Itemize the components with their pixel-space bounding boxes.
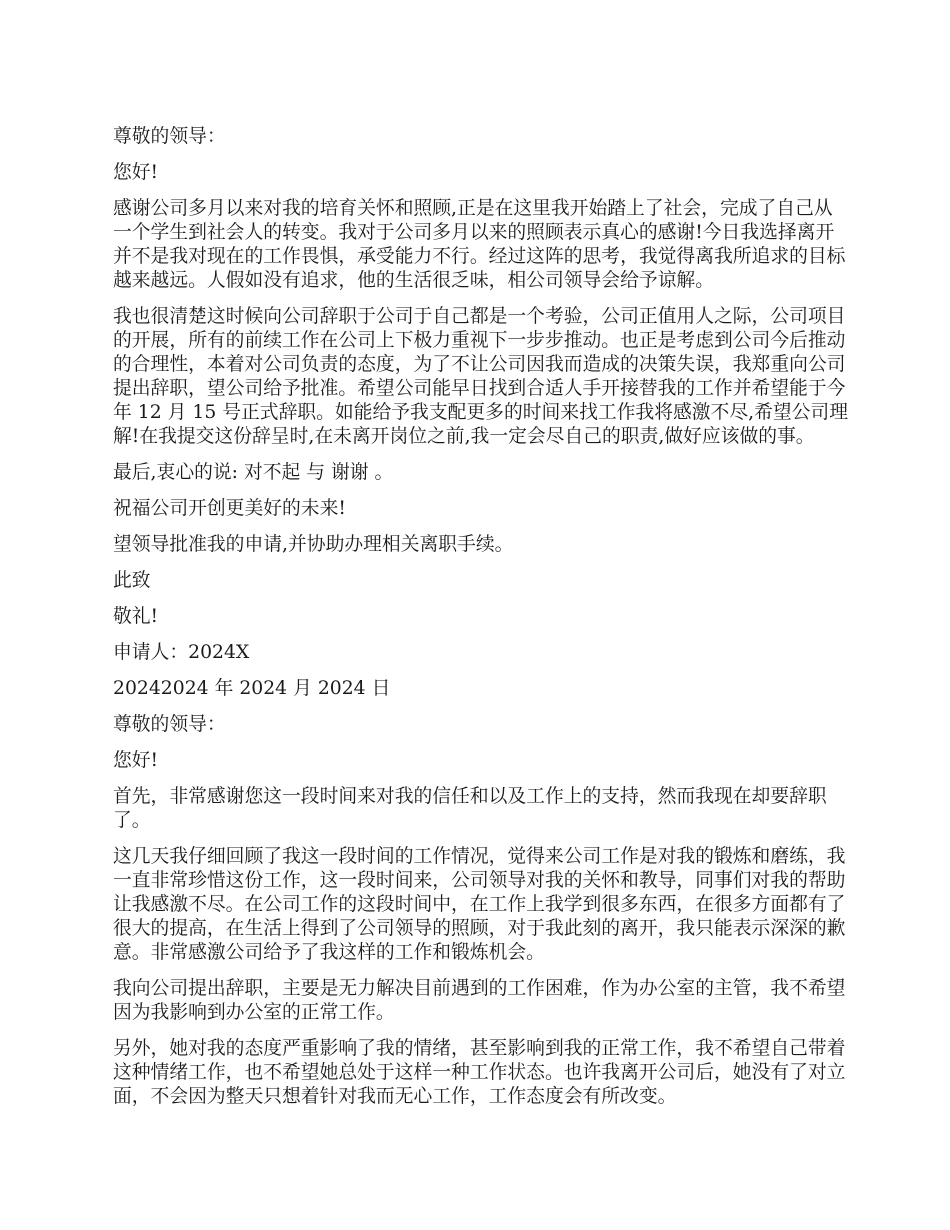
paragraph <box>113 197 853 293</box>
text-line: 一直非常珍惜这份工作，这一段时间来，公司领导对我的关怀和教导，同事们对我的帮助 <box>113 870 846 891</box>
paragraph <box>113 125 853 149</box>
text-line: 最后,衷心的说: 对不起 与 谢谢 。 <box>113 462 394 483</box>
paragraph <box>113 533 853 557</box>
text-line: 这种情绪工作，也不希望她总处于这样一种工作状态。也许我离开公司后，她没有了对立 <box>113 1062 846 1083</box>
text-line: 望领导批准我的申请,并协助办理相关离职手续。 <box>113 534 514 555</box>
text-line: 祝福公司开创更美好的未来! <box>113 498 346 519</box>
text-line: 并不是我对现在的工作畏惧，承受能力不行。经过这阵的思考，我觉得离我所追求的目标 <box>113 246 846 267</box>
paragraph <box>113 569 853 593</box>
text-line: 因为我影响到办公室的正常工作。 <box>113 1002 395 1023</box>
text-line: 20242024 年 2024 月 2024 日 <box>113 678 391 699</box>
paragraph <box>113 977 853 1025</box>
text-line: 解!在我提交这份辞呈时,在未离开岗位之前,我一定会尽自己的职责,做好应该做的事。 <box>113 426 815 447</box>
text-line: 我也很清楚这时候向公司辞职于公司于自己都是一个考验，公司正值用人之际，公司项目 <box>113 306 846 327</box>
text-line: 提出辞职，望公司给予批准。希望公司能早日找到合适人手开接替我的工作并希望能于今 <box>113 378 846 399</box>
text-line: 我向公司提出辞职，主要是无力解决目前遇到的工作困难，作为办公室的主管，我不希望 <box>113 978 846 999</box>
text-line: 申请人：2024X <box>113 642 250 663</box>
text-line: 这几天我仔细回顾了我这一段时间的工作情况，觉得来公司工作是对我的锻炼和磨练，我 <box>113 846 846 867</box>
text-line: 您好! <box>113 162 159 183</box>
paragraph <box>113 749 853 773</box>
paragraph <box>113 305 853 449</box>
paragraph <box>113 461 853 485</box>
text-line: 意。非常感激公司给予了我这样的工作和锻炼机会。 <box>113 942 545 963</box>
paragraph <box>113 641 853 665</box>
text-line: 的合理性，本着对公司负责的态度，为了不让公司因我而造成的决策失误，我郑重向公司 <box>113 354 846 375</box>
paragraph <box>113 1037 853 1109</box>
paragraph <box>113 497 853 521</box>
text-line: 了。 <box>113 810 151 831</box>
text-line: 很大的提高，在生活上得到了公司领导的照顾，对于我此刻的离开，我只能表示深深的歉 <box>113 918 846 939</box>
text-line: 感谢公司多月以来对我的培育关怀和照顾,正是在这里我开始踏上了社会，完成了自己从 <box>113 198 833 219</box>
paragraph <box>113 605 853 629</box>
text-line: 您好! <box>113 750 159 771</box>
text-line: 此致 <box>113 570 151 591</box>
text-line: 一个学生到社会人的转变。我对于公司多月以来的照顾表示真心的感谢!今日我选择离开 <box>113 222 835 243</box>
text-line: 的开展，所有的前续工作在公司上下极力重视下一步步推动。也正是考虑到公司今后推动 <box>113 330 846 351</box>
paragraph <box>113 845 853 965</box>
text-line: 尊敬的领导： <box>113 714 226 735</box>
paragraph <box>113 785 853 833</box>
document-body <box>113 125 853 1121</box>
text-line: 首先，非常感谢您这一段时间来对我的信任和以及工作上的支持，然而我现在却要辞职 <box>113 786 827 807</box>
text-line: 面，不会因为整天只想着针对我而无心工作，工作态度会有所改变。 <box>113 1086 677 1107</box>
text-line: 让我感激不尽。在公司工作的这段时间中，在工作上我学到很多东西，在很多方面都有了 <box>113 894 846 915</box>
paragraph <box>113 161 853 185</box>
paragraph <box>113 713 853 737</box>
text-line: 尊敬的领导： <box>113 126 226 147</box>
text-line: 另外，她对我的态度严重影响了我的情绪，甚至影响到我的正常工作，我不希望自己带着 <box>113 1038 846 1059</box>
text-line: 敬礼! <box>113 606 159 627</box>
text-line: 越来越远。人假如没有追求，他的生活很乏味，相公司领导会给予谅解。 <box>113 270 714 291</box>
text-line: 年 12 月 15 号正式辞职。如能给予我支配更多的时间来找工作我将感激不尽,希望公司理 <box>113 402 848 423</box>
paragraph <box>113 677 853 701</box>
